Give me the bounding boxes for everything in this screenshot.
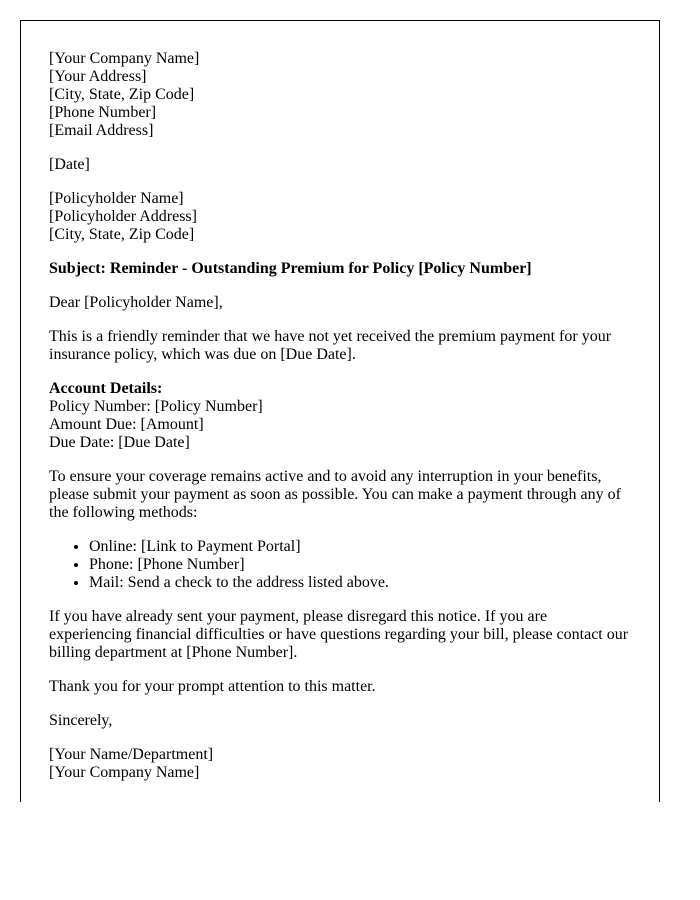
policy-number: Policy Number: [Policy Number]	[49, 398, 263, 415]
account-details	[49, 380, 631, 452]
payment-methods-list	[49, 538, 631, 592]
signature-company: [Your Company Name]	[49, 764, 200, 781]
payment-method-online: • Online: [Link to Payment Portal]	[89, 538, 631, 556]
recipient-name: [Policyholder Name]	[49, 190, 184, 207]
sender-address: [Your Address]	[49, 68, 147, 85]
salutation: Dear [Policyholder Name],	[49, 294, 223, 311]
subject-line: Subject: Reminder - Outstanding Premium for Policy [Policy Number]	[49, 260, 532, 277]
account-details-heading: Account Details:	[49, 380, 163, 397]
sender-block	[49, 50, 631, 140]
signature-block	[49, 746, 631, 782]
recipient-city-state-zip: [City, State, Zip Code]	[49, 226, 195, 243]
sender-company: [Your Company Name]	[49, 50, 200, 67]
coverage-paragraph: To ensure your coverage remains active and to avoid any interruption in your benefits, please submit your payment as soon as possible. You can make a payment through any of the following methods:	[49, 468, 621, 521]
payment-method-mail: • Mail: Send a check to the address listed above.	[89, 574, 631, 592]
intro-paragraph: This is a friendly reminder that we have not yet received the premium payment for your insurance policy, which was due on [Due Date].	[49, 328, 612, 363]
recipient-block	[49, 190, 631, 244]
payment-method-phone: • Phone: [Phone Number]	[89, 556, 631, 574]
signature-name-department: [Your Name/Department]	[49, 746, 214, 763]
amount-due: Amount Due: [Amount]	[49, 416, 204, 433]
letter-date: [Date]	[49, 156, 90, 173]
sender-city-state-zip: [City, State, Zip Code]	[49, 86, 195, 103]
sender-phone: [Phone Number]	[49, 104, 157, 121]
due-date: Due Date: [Due Date]	[49, 434, 190, 451]
closing: Sincerely,	[49, 712, 113, 729]
recipient-address: [Policyholder Address]	[49, 208, 197, 225]
thanks-paragraph: Thank you for your prompt attention to this matter.	[49, 678, 376, 695]
letter-page	[20, 20, 660, 802]
sender-email: [Email Address]	[49, 122, 154, 139]
disregard-paragraph: If you have already sent your payment, please disregard this notice. If you are experiencing financial difficulties or have questions regarding your bill, please contact our billing department at [Phone Number].	[49, 608, 629, 661]
